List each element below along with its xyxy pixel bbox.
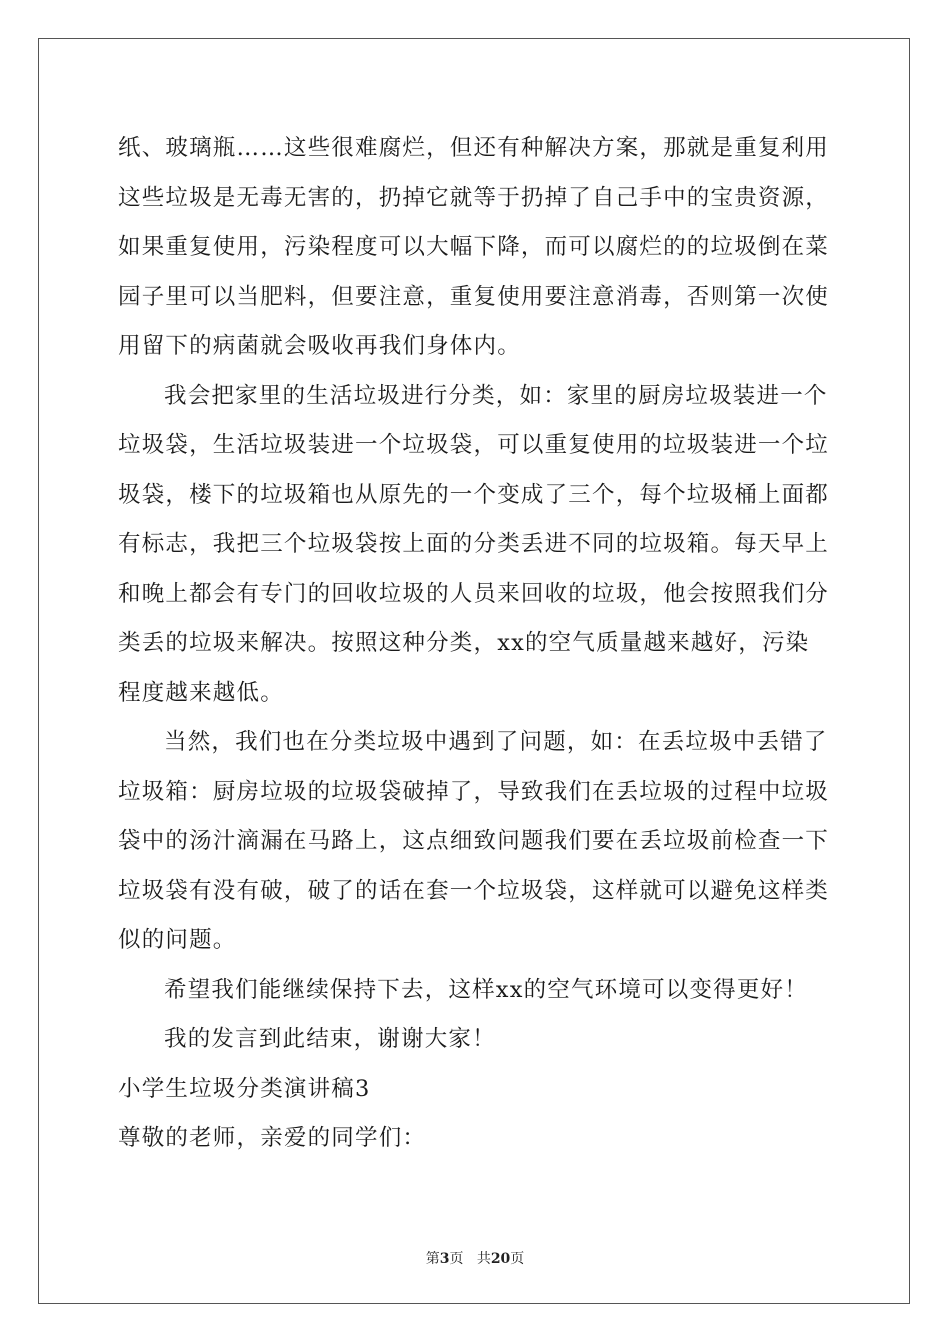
paragraph-first-line: 希望我们能继续保持下去，这样xx的空气环境可以变得更好！ (164, 976, 808, 1003)
section-heading: 小学生垃圾分类演讲稿3 (118, 1075, 371, 1102)
document-body (118, 124, 834, 1164)
salutation: 尊敬的老师，亲爱的同学们： (118, 1125, 427, 1151)
paragraph-first-line: 当然，我们也在分类垃圾中遇到了问题，如：在丢垃圾中丢错了 (164, 729, 828, 755)
text-line: 用留下的病菌就会吸收再我们身体内。 (118, 333, 521, 359)
text-line: 圾袋，楼下的垃圾箱也从原先的一个变成了三个，每个垃圾桶上面都 (118, 481, 830, 508)
text-line: 垃圾袋，生活垃圾装进一个垃圾袋，可以重复使用的垃圾装进一个垃 (118, 432, 830, 458)
text-line: 这些垃圾是无毒无害的，扔掉它就等于扔掉了自己手中的宝贵资源， (118, 184, 830, 211)
total-prefix: 共 (476, 1251, 491, 1267)
text-line: 如果重复使用，污染程度可以大幅下降，而可以腐烂的的垃圾倒在菜 (118, 234, 830, 260)
paragraph-first-line: 我的发言到此结束，谢谢大家！ (164, 1026, 496, 1052)
text-line: 园子里可以当肥料，但要注意，重复使用要注意消毒，否则第一次使 (118, 283, 830, 310)
text-line: 袋中的汤汁滴漏在马路上，这点细致问题我们要在丢垃圾前检查一下 (118, 828, 830, 854)
text-line: 似的问题。 (118, 927, 237, 953)
text-line: 类丢的垃圾来解决。按照这种分类，xx的空气质量越来越好，污染 (118, 630, 810, 656)
total-suffix: 页 (510, 1251, 525, 1267)
text-line: 有标志，我把三个垃圾袋按上面的分类丢进不同的垃圾箱。每天早上 (118, 531, 830, 557)
page-footer (0, 1248, 950, 1268)
paragraph-first-line: 我会把家里的生活垃圾进行分类，如：家里的厨房垃圾装进一个 (164, 382, 828, 409)
page-prefix: 第 (425, 1251, 440, 1267)
text-line: 垃圾箱：厨房垃圾的垃圾袋破掉了，导致我们在丢垃圾的过程中垃圾 (118, 778, 830, 805)
page-current: 3 (439, 1251, 450, 1267)
text-line: 程度越来越低。 (118, 679, 284, 706)
text-line: 和晚上都会有专门的回收垃圾的人员来回收的垃圾，他会按照我们分 (118, 580, 830, 607)
text-line: 纸、玻璃瓶……这些很难腐烂，但还有种解决方案，那就是重复利用 (118, 135, 830, 161)
page-suffix: 页 (449, 1251, 464, 1267)
page-total: 20 (490, 1251, 511, 1267)
text-line: 垃圾袋有没有破，破了的话在套一个垃圾袋，这样就可以避免这样类 (118, 877, 830, 904)
